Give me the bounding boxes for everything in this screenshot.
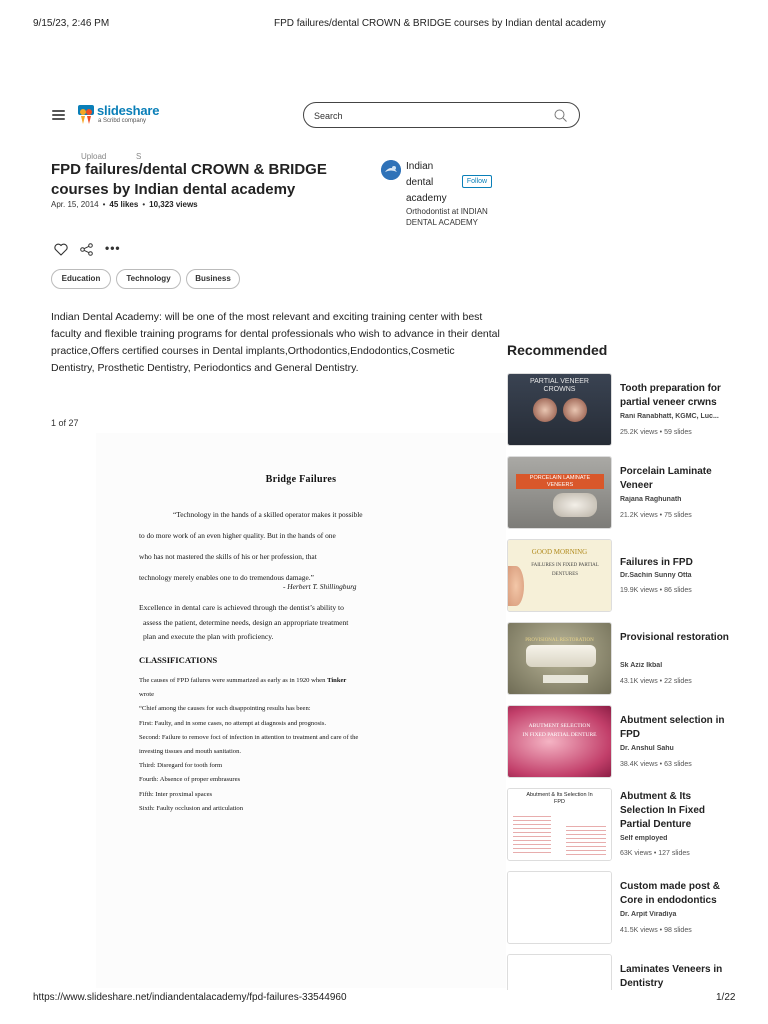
document-description: Indian Dental Academy: will be one of the most relevant and exciting training center with best faculty and flexible training programs for dental professionals who wish to advance in their dental practice,Offers certified courses in Dental implants,Orthodontics,Endodontics,Cosmetic Dentistry, Prosthetic Dentistry, Periodontics and General Dentistry.: [51, 311, 500, 374]
recommended-title[interactable]: Porcelain Laminate Veneer: [620, 466, 712, 491]
doc-page-body: [139, 674, 414, 816]
print-page-title: FPD failures/dental CROWN & BRIDGE courses by Indian dental academy: [274, 18, 606, 29]
recommended-author: Rajana Raghunath: [620, 496, 682, 503]
thumb-text: FPD: [554, 799, 565, 805]
recommended-author: Dr. Anshul Sahu: [620, 745, 674, 752]
slideshare-logo-icon: [77, 104, 95, 126]
print-url: https://www.slideshare.net/indiandentalacademy/fpd-failures-33544960: [33, 992, 347, 1003]
page-title: FPD failures/dental CROWN & BRIDGE courses by Indian dental academy: [51, 161, 327, 198]
doc-page-heading: CLASSIFICATIONS: [139, 655, 218, 665]
quote-line: technology merely enables one to do tremendous damage.”: [139, 573, 314, 582]
recommended-item[interactable]: [507, 539, 732, 612]
page-counter: 1 of 27: [51, 418, 79, 428]
recommended-stats: 25.2K views • 59 slides: [620, 429, 692, 436]
thumb-text: IN FIXED PARTIAL DENTURE: [522, 732, 597, 738]
author-avatar-image: [381, 160, 401, 180]
recommended-thumbnail[interactable]: [507, 705, 612, 778]
recommended-thumbnail[interactable]: [507, 622, 612, 695]
recommended-thumbnail[interactable]: [507, 456, 612, 529]
paragraph-line: plan and execute the plan with proficiency.: [143, 632, 274, 641]
body-line: Second: Failure to remove foci of infection in attention to treatment and care of the: [139, 733, 359, 741]
thumb-text: ABUTMENT SELECTION: [528, 723, 591, 729]
recommended-item[interactable]: [507, 456, 732, 529]
logo-subtext: a Scribd company: [98, 118, 147, 124]
recommended-title[interactable]: Tooth preparation for partial veneer crwns: [620, 383, 721, 408]
doc-page-quote: [139, 504, 406, 588]
thumb-text: FAILURES IN FIXED PARTIAL: [531, 563, 599, 568]
thumb-text: PARTIAL VENEER: [529, 378, 589, 385]
recommended-title[interactable]: Provisional restoration: [620, 632, 729, 643]
recommended-author: Dr. Arpit Viradiya: [620, 911, 677, 918]
author-title: Orthodontist at INDIAN DENTAL ACADEMY: [406, 207, 488, 227]
print-page-number: 1/22: [716, 992, 736, 1003]
author-avatar[interactable]: [381, 160, 401, 180]
body-line: investing tissues and mouth sanitation.: [139, 748, 242, 756]
tag-technology[interactable]: Technology: [116, 269, 181, 289]
nav-s-link[interactable]: S: [136, 152, 142, 161]
recommended-stats: 43.1K views • 22 slides: [620, 678, 692, 685]
tag-education[interactable]: Education: [51, 269, 111, 289]
search-input[interactable]: [314, 108, 544, 123]
recommended-stats: 38.4K views • 63 slides: [620, 761, 692, 768]
thumb-text: PROVISIONAL RESTORATION: [525, 638, 594, 643]
print-header: [0, 18, 768, 32]
print-datetime: 9/15/23, 2:46 PM: [33, 18, 110, 29]
recommended-item[interactable]: [507, 622, 732, 695]
recommended-stats: 21.2K views • 75 slides: [620, 512, 692, 519]
recommended-author: Dr.Sachin Sunny Otta: [620, 572, 692, 579]
document-meta: Apr. 15, 2014 • 45 likes • 10,323 views: [51, 200, 198, 209]
share-icon[interactable]: [80, 243, 93, 256]
recommended-author: Sk Aziz Ikbal: [620, 662, 663, 669]
recommended-thumbnail[interactable]: [507, 788, 612, 861]
body-line: Fourth: Absence of proper embrasures: [139, 776, 241, 784]
recommended-item[interactable]: [507, 373, 732, 446]
doc-page-paragraph: [139, 601, 406, 645]
thumb-text: PORCELAIN LAMINATE: [529, 475, 591, 481]
recommended-thumbnail[interactable]: [507, 871, 612, 944]
recommended-title[interactable]: Failures in FPD: [620, 557, 693, 568]
more-options-icon[interactable]: •••: [105, 241, 121, 255]
body-line: “Chief among the causes for such disappointing results has been:: [139, 705, 311, 713]
recommended-title[interactable]: Laminates Veneers in Dentistry: [620, 964, 723, 989]
body-line: Fifth: Inter proximal spaces: [139, 790, 213, 798]
quote-line: to do more work of an even higher quality. But in the hands of one: [139, 531, 336, 540]
body-line: First: Faulty, and in some cases, no attempt at diagnosis and prognosis.: [139, 719, 327, 727]
body-line: Third: Disregard for tooth form: [139, 762, 223, 770]
document-page-preview[interactable]: [96, 433, 506, 988]
thumb-text: GOOD MORNING: [531, 548, 588, 556]
body-line: Sixth: Faulty occlusion and articulation: [139, 804, 244, 812]
quote-attribution: - Herbert T. Shillingburg: [283, 582, 357, 591]
upload-link[interactable]: Upload: [81, 152, 107, 161]
body-line-bold: Tinker: [327, 677, 347, 684]
recommended-title[interactable]: Abutment selection in FPD: [620, 715, 725, 740]
follow-button[interactable]: Follow: [462, 175, 492, 188]
recommended-title[interactable]: Abutment & Its Selection In Fixed Partial Denture: [620, 791, 706, 830]
publish-date: Apr. 15, 2014: [51, 200, 99, 209]
recommended-stats: 41.5K views • 98 slides: [620, 927, 692, 934]
thumb-text: Abutment & Its Selection In: [526, 792, 593, 798]
quote-line: who has not mastered the skills of his or her profession, that: [139, 552, 317, 561]
view-count: 10,323 views: [149, 200, 198, 209]
recommended-heading: Recommended: [507, 342, 608, 358]
recommended-thumbnail[interactable]: [507, 539, 612, 612]
recommended-author: Self employed: [620, 835, 668, 842]
thumb-text: DENTURES: [551, 572, 579, 577]
thumb-text: CROWNS: [543, 386, 576, 393]
recommended-stats: 63K views • 127 slides: [620, 850, 690, 857]
recommended-item[interactable]: [507, 788, 732, 861]
like-count: 45 likes: [109, 200, 139, 209]
logo-text: slideshare: [97, 103, 160, 118]
search-box[interactable]: [303, 102, 580, 128]
menu-icon[interactable]: [52, 110, 65, 120]
paragraph-line: assess the patient, determine needs, design an appropriate treatment: [143, 617, 349, 627]
body-line: [139, 674, 414, 688]
heart-icon[interactable]: [54, 243, 68, 256]
doc-page-title: Bridge Failures: [265, 474, 337, 485]
recommended-title[interactable]: Custom made post & Core in endodontics: [620, 881, 721, 906]
search-icon[interactable]: [554, 109, 567, 122]
recommended-thumbnail[interactable]: [507, 954, 612, 990]
quote-line: “Technology in the hands of a skilled operator makes it possible: [173, 510, 363, 519]
paragraph-line: Excellence in dental care is achieved through the dentist’s ability to: [139, 603, 344, 612]
tag-business[interactable]: Business: [186, 269, 240, 289]
body-line-text: The causes of FPD failures were summarized as early as in 1920 when: [139, 677, 328, 684]
recommended-item[interactable]: [507, 871, 732, 944]
recommended-thumbnail[interactable]: [507, 373, 612, 446]
recommended-author: Rani Ranabhatt, KGMC, Luc...: [620, 413, 719, 420]
recommended-stats: 19.9K views • 86 slides: [620, 587, 692, 594]
recommended-item[interactable]: [507, 954, 732, 990]
body-line: wrote: [139, 691, 155, 699]
thumb-text: VENEERS: [546, 482, 574, 488]
author-name[interactable]: Indian dental academy: [406, 161, 447, 204]
recommended-item[interactable]: [507, 705, 732, 778]
